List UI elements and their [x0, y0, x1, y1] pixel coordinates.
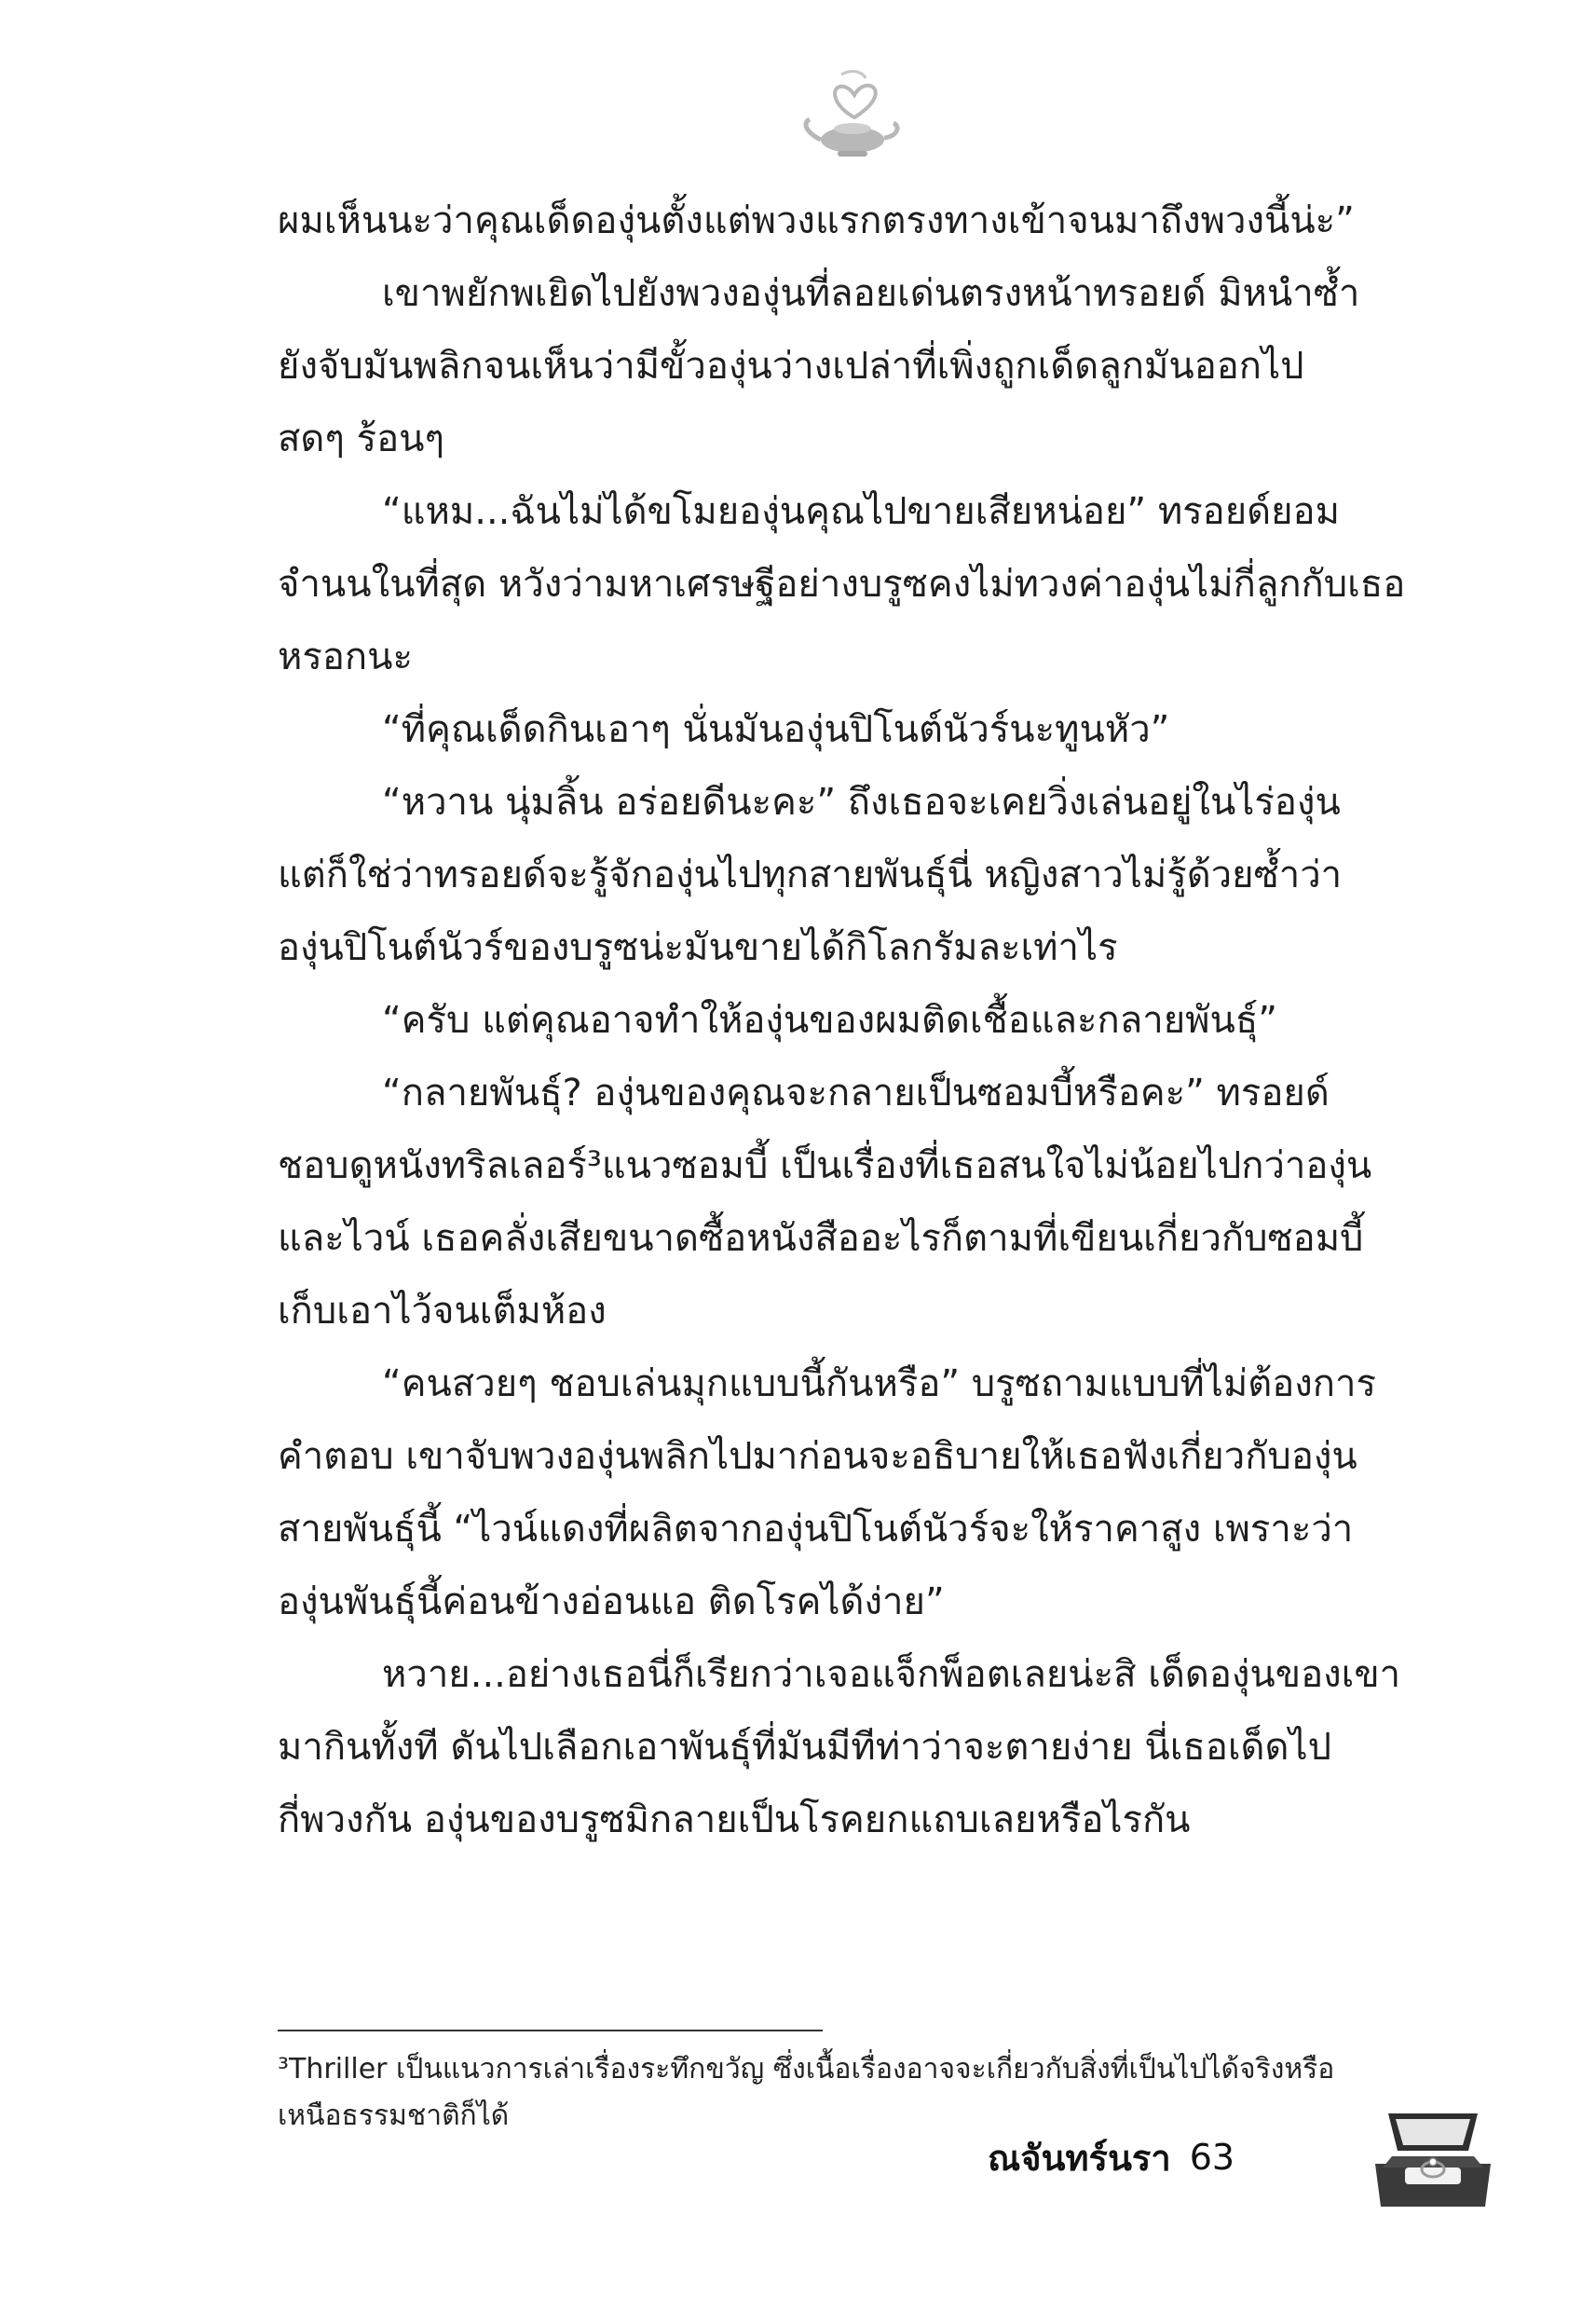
text-line-3: ยังจับมันพลิกจนเห็นว่ามีขั้วองุ่นว่างเปล่าที่เพิ่งถูกเด็ดลูกมันออกไป: [278, 345, 1304, 388]
text-line-8: “ที่คุณเด็ดกินเอาๆ นั่นมันองุ่นปิโนต์นัวร์นะทูนหัว”: [382, 708, 1170, 751]
text-line-5: “แหม...ฉันไม่ได้ขโมยองุ่นคุณไปขายเสียหน่อย” ทรอยด์ยอม: [382, 490, 1340, 533]
text-line-16: เก็บเอาไว้จนเต็มห้อง: [278, 1290, 607, 1333]
text-line-15: และไวน์ เธอคลั่งเสียขนาดซื้อหนังสืออะไรก็ตามที่เขียนเกี่ยวกับซอมบี้: [278, 1217, 1364, 1260]
text-line-13: “กลายพันธุ์? องุ่นของคุณจะกลายเป็นซอมบี้หรือคะ” ทรอยด์: [382, 1072, 1330, 1114]
text-line-23: กี่พวงกัน องุ่นของบรูซมิกลายเป็นโรคยกแถบเลยหรือไรกัน: [278, 1798, 1191, 1841]
footnote-divider: [278, 2030, 823, 2031]
text-line-17: “คนสวยๆ ชอบเล่นมุกแบบนี้กันหรือ” บรูซถามแบบที่ไม่ต้องการ: [382, 1362, 1376, 1405]
page-footer: [988, 2115, 1235, 2199]
story-text: [278, 185, 1433, 1856]
footnote: [278, 2046, 1433, 2140]
ring-box-icon: [1368, 2097, 1498, 2218]
text-line-18: คำตอบ เขาจับพวงองุ่นพลิกไปมาก่อนจะอธิบายให้เธอฟังเกี่ยวกับองุ่น: [278, 1435, 1357, 1478]
text-line-20: องุ่นพันธุ์นี้ค่อนข้างอ่อนแอ ติดโรคได้ง่าย”: [278, 1580, 945, 1623]
text-line-6: จำนนในที่สุด หวังว่ามหาเศรษฐีอย่างบรูซคงไม่ทวงค่าองุ่นไม่กี่ลูกกับเธอ: [278, 563, 1406, 606]
text-line-14: ชอบดูหนังทริลเลอร์³แนวซอมบี้ เป็นเรื่องที่เธอสนใจไม่น้อยไปกว่าองุ่น: [278, 1144, 1372, 1187]
text-line-7: หรอกนะ: [278, 636, 413, 678]
text-line-1: ผมเห็นนะว่าคุณเด็ดองุ่นตั้งแต่พวงแรกตรงทางเข้าจนมาถึงพวงนี้น่ะ”: [278, 199, 1355, 242]
text-line-19: สายพันธุ์นี้ “ไวน์แดงที่ผลิตจากองุ่นปิโนต์นัวร์จะให้ราคาสูง เพราะว่า: [278, 1508, 1354, 1551]
text-line-9: “หวาน นุ่มลิ้น อร่อยดีนะคะ” ถึงเธอจะเคยวิ่งเล่นอยู่ในไร่องุ่น: [382, 781, 1341, 824]
text-line-2: เขาพยักพเยิดไปยังพวงองุ่นที่ลอยเด่นตรงหน้าทรอยด์ มิหนำซ้ำ: [382, 272, 1360, 315]
text-line-22: มากินทั้งที ดันไปเลือกเอาพันธุ์ที่มันมีทีท่าว่าจะตายง่าย นี่เธอเด็ดไป: [278, 1726, 1331, 1769]
footnote-line-2: เหนือธรรมชาติก็ได้: [278, 2099, 510, 2132]
text-line-12: “ครับ แต่คุณอาจทำให้องุ่นของผมติดเชื้อและกลายพันธุ์”: [382, 999, 1277, 1042]
text-line-21: หวาย...อย่างเธอนี่ก็เรียกว่าเจอแจ็กพ็อตเลยน่ะสิ เด็ดองุ่นของเขา: [382, 1653, 1401, 1696]
text-line-11: องุ่นปิโนต์นัวร์ของบรูซน่ะมันขายได้กิโลกรัมละเท่าไร: [278, 926, 1118, 969]
page-number: 63: [1189, 2137, 1235, 2178]
text-line-10: แต่ก็ใช่ว่าทรอยด์จะรู้จักองุ่นไปทุกสายพันธุ์นี่ หญิงสาวไม่รู้ด้วยซ้ำว่า: [278, 854, 1343, 896]
footnote-line-1: ³Thriller เป็นแนวการเล่าเรื่องระทึกขวัญ ซึ่งเนื้อเรื่องอาจจะเกี่ยวกับสิ่งที่เป็นไปได้จริงหรือ: [278, 2053, 1335, 2085]
author-name: ณจันทร์นรา: [988, 2137, 1171, 2179]
text-line-4: สดๆ ร้อนๆ: [278, 417, 444, 460]
teapot-heart-ornament-icon: [797, 67, 908, 170]
